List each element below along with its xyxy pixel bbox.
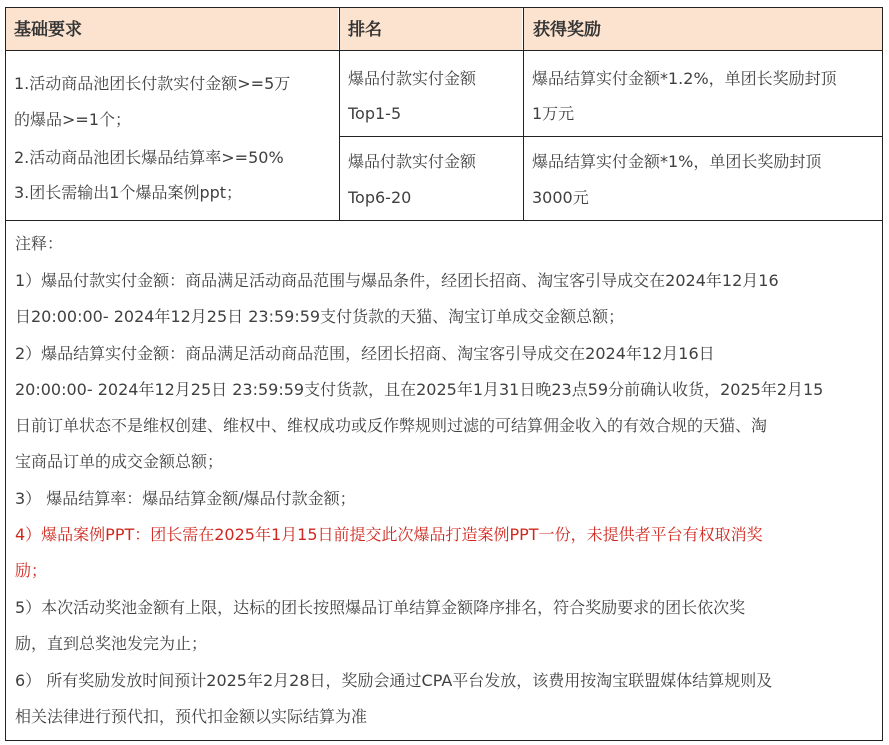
note-line: 2）爆品结算实付金额：商品满足活动商品范围，经团长招商、淘宝客引导成交在2024年12月16日 (15, 344, 715, 363)
notes-title: 注释： (15, 234, 64, 253)
note-line-highlight: 励； (15, 561, 48, 580)
note-line: 日前订单状态不是维权创建、维权中、维权成功或反作弊规则过滤的可结算佣金收入的有效合规的天猫、淘 (15, 416, 768, 435)
rank-metric: 爆品付款实付金额 (348, 69, 477, 88)
note-line: 3） 爆品结算率：爆品结算金额/爆品付款金额； (15, 489, 356, 508)
border-top (5, 7, 883, 8)
note-line: 相关法律进行预代扣，预代扣金额以实际结算为准 (15, 707, 368, 726)
rank-range: Top1-5 (348, 104, 402, 123)
header-rank: 排名 (348, 20, 382, 40)
note-line: 日20:00:00- 2024年12月25日 23:59:59支付货款的天猫、淘宝订单成交金额总额； (15, 307, 625, 326)
note-line: 宝商品订单的成交金额总额； (15, 452, 224, 471)
reward-formula: 爆品结算实付金额*1.2%，单团长奖励封顶 (532, 69, 837, 88)
requirement-line: 3.团长需输出1个爆品案例ppt； (14, 183, 243, 202)
border-right (882, 7, 883, 741)
border-row-divider (339, 136, 883, 137)
requirement-line: 1.活动商品池团长付款实付金额>=5万 (14, 74, 291, 93)
border-bottom (5, 740, 883, 741)
note-line: 6） 所有奖励发放时间预计2025年2月28日，奖励会通过CPA平台发放，该费用按淘宝联盟媒体结算规则及 (15, 671, 773, 690)
note-line: 励，直到总奖池发完为止； (15, 634, 208, 653)
border-col-2 (523, 7, 524, 221)
border-col-1 (339, 7, 340, 221)
border-header-bottom (5, 50, 883, 51)
note-line: 1）爆品付款实付金额：商品满足活动商品范围与爆品条件，经团长招商、淘宝客引导成交在2024年12月16 (15, 271, 779, 290)
note-line-highlight: 4）爆品案例PPT：团长需在2025年1月15日前提交此次爆品打造案例PPT一份，未提供者平台有权取消奖 (15, 525, 763, 544)
requirement-line: 的爆品>=1个； (14, 110, 131, 129)
border-left (5, 7, 6, 741)
reward-formula: 爆品结算实付金额*1%，单团长奖励封顶 (532, 152, 822, 171)
requirement-line: 2.活动商品池团长爆品结算率>=50% (14, 148, 284, 167)
note-line: 20:00:00- 2024年12月25日 23:59:59支付货款，且在2025年1月31日晚23点59分前确认收货，2025年2月15 (15, 380, 824, 399)
rank-metric: 爆品付款实付金额 (348, 152, 477, 171)
rank-range: Top6-20 (348, 188, 412, 207)
border-table-bottom (5, 220, 883, 221)
reward-cap: 3000元 (532, 188, 589, 207)
header-requirements: 基础要求 (14, 20, 82, 40)
note-line: 5）本次活动奖池金额有上限，达标的团长按照爆品订单结算金额降序排名，符合奖励要求的团长依次奖 (15, 598, 746, 617)
reward-cap: 1万元 (532, 104, 575, 123)
header-reward: 获得奖励 (533, 20, 601, 40)
